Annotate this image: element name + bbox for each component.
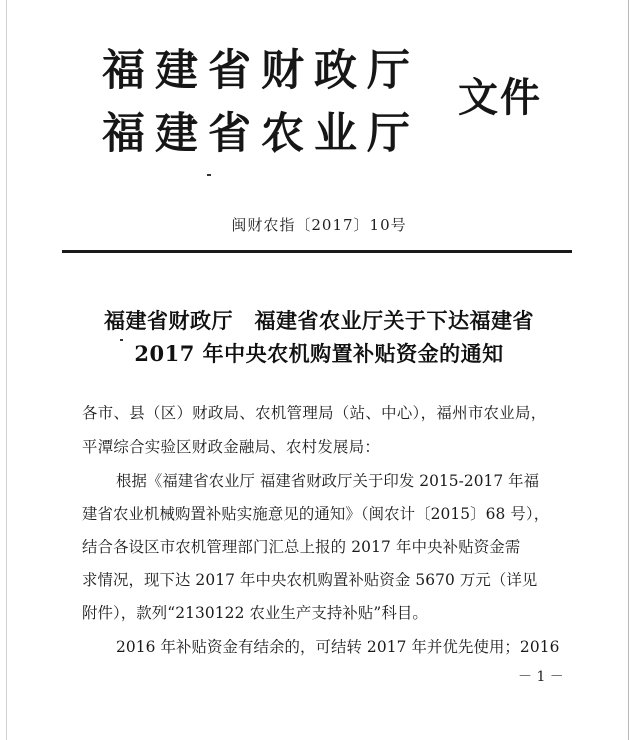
body-paragraph-line: 附件），款列“2130122 农业生产支持补贴”科目。 — [82, 604, 428, 622]
scan-speck — [207, 174, 211, 176]
document-number: 闽财农指〔2017〕10号 — [231, 216, 407, 234]
sender-agriculture-department: 福建省农业厅 — [102, 109, 420, 159]
sender-finance-department: 福建省财政厅 — [102, 46, 420, 96]
scan-speck — [120, 339, 123, 341]
page-number: － 1 － — [518, 669, 564, 685]
document-type-label: 文件 — [458, 74, 542, 121]
recipients-line-1: 各市、县（区）财政局、农机管理局（站、中心），福州市农业局， — [82, 404, 547, 422]
body-paragraph-line: 建省农业机械购置补贴实施意见的通知》（闽农计〔2015〕68 号）， — [82, 505, 550, 523]
body-paragraph-line: 根据《福建省农业厅 福建省财政厅关于印发 2015-2017 年福 — [116, 472, 540, 490]
notice-title-line-2: 2017 年中央农机购置补贴资金的通知 — [134, 341, 504, 366]
body-paragraph-line: 2016 年补贴资金有结余的，可结转 2017 年并优先使用；2016 — [116, 638, 560, 656]
recipients-line-2: 平潭综合实验区财政金融局、农村发展局： — [82, 438, 381, 456]
notice-title-line-1: 福建省财政厅 福建省农业厅关于下达福建省 — [104, 308, 534, 333]
body-paragraph-line: 结合各设区市农机管理部门汇总上报的 2017 年中央补贴资金需 — [82, 538, 521, 556]
scan-edge-right — [628, 0, 629, 740]
header-divider — [62, 250, 572, 253]
body-paragraph-line: 求情况，现下达 2017 年中央农机购置补贴资金 5670 万元（详见 — [82, 571, 538, 589]
scan-edge-left — [6, 0, 7, 740]
